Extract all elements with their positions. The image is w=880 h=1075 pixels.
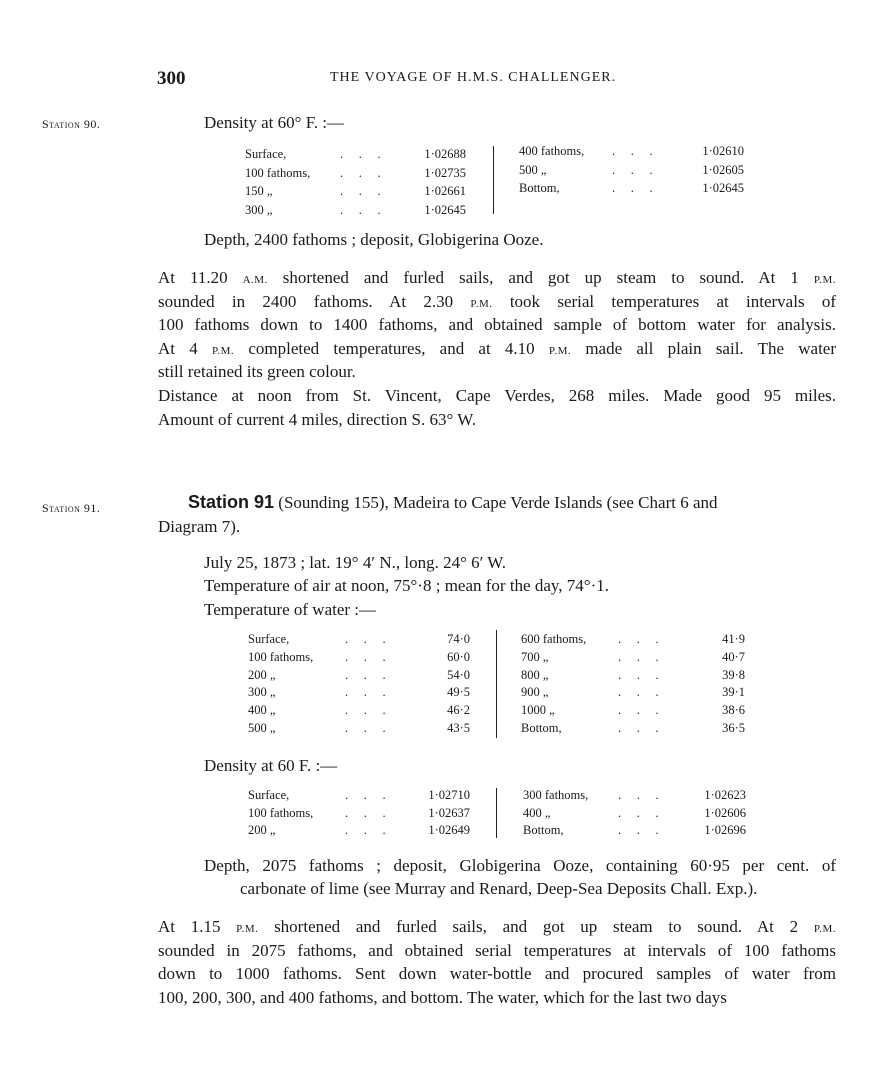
row-value: 74·0 (447, 632, 470, 646)
row-value: 1·02623 (704, 788, 746, 802)
row-label: 200 „ (248, 823, 276, 837)
row-value: 1·02645 (424, 202, 466, 217)
station-heading-rest: (Sounding 155), Madeira to Cape Verde Islands (see Chart 6 and (278, 493, 718, 512)
leader-dots: . . . (345, 823, 386, 837)
leader-dots: . . . (340, 184, 381, 198)
table-row (245, 166, 466, 184)
table-row (521, 685, 745, 703)
paragraph-line: At 11.20 A.M. shortened and furled sails, and got up steam to sound. At 1 P.M. (158, 268, 836, 287)
density-title-91: Density at 60 F. :— (204, 756, 338, 775)
row-label: 400 „ (523, 805, 551, 820)
margin-label-station-91: Station 91. (42, 501, 101, 515)
leader-dots: . . . (345, 805, 386, 820)
date-line: July 25, 1873 ; lat. 19° 4′ N., long. 24° 6′ W. (204, 553, 507, 572)
row-value: 1·02637 (428, 805, 470, 820)
paragraph-line: 100 fathoms down to 1400 fathoms, and obtained sample of bottom water for analysis. (158, 315, 836, 334)
table-row (248, 788, 470, 806)
row-label: Bottom, (519, 181, 560, 195)
paragraph-line: Distance at noon from St. Vincent, Cape Verdes, 268 miles. Made good 95 miles. (158, 386, 836, 405)
station-91-heading (188, 492, 836, 513)
row-label: 100 fathoms, (248, 805, 314, 820)
row-label: 400 „ (248, 703, 276, 718)
paragraph-line: At 4 P.M. completed temperatures, and at 4.10 P.M. made all plain sail. The water (158, 338, 836, 358)
depth-line-91-cont: carbonate of lime (see Murray and Renard, Deep-Sea Deposits Chall. Exp.). (240, 879, 758, 898)
table-row (521, 650, 745, 668)
paragraph-90-1 (158, 266, 836, 384)
leader-dots: . . . (340, 147, 381, 161)
leader-dots: . . . (618, 703, 659, 718)
row-value: 38·6 (722, 703, 745, 718)
table-row (248, 806, 470, 824)
paragraph-line: Amount of current 4 miles, direction S. 63° W. (158, 409, 476, 429)
paragraph-line: sounded in 2400 fathoms. At 2.30 P.M. took serial temperatures at intervals of (158, 291, 837, 311)
row-label: 500 „ (519, 162, 547, 177)
row-label: 800 „ (521, 667, 549, 682)
row-label: Surface, (248, 788, 290, 802)
paragraph-line: 100, 200, 300, and 400 fathoms, and bottom. The water, which for the last two days (158, 987, 727, 1007)
running-title: THE VOYAGE OF H.M.S. CHALLENGER. (330, 70, 617, 85)
margin-label-station-90: Station 90. (42, 117, 101, 131)
table-row (523, 788, 746, 806)
leader-dots: . . . (618, 721, 659, 735)
leader-dots: . . . (618, 685, 659, 700)
row-value: 40·7 (722, 649, 745, 664)
paragraph-line: still retained its green colour. (158, 362, 356, 381)
table-row (523, 806, 746, 824)
paragraph-90-2 (158, 384, 836, 431)
row-label: 300 „ (245, 202, 273, 217)
row-value: 1·02661 (424, 184, 466, 198)
table-row (519, 144, 744, 162)
row-label: 1000 „ (521, 703, 555, 718)
table-divider (496, 630, 497, 738)
table-row (521, 668, 745, 686)
row-label: Surface, (248, 632, 290, 646)
row-value: 1·02710 (428, 788, 470, 802)
leader-dots: . . . (345, 788, 386, 802)
leader-dots: . . . (612, 144, 653, 158)
row-value: 49·5 (447, 685, 470, 700)
leader-dots: . . . (345, 649, 386, 664)
table-row (248, 650, 470, 668)
air-temp-line: Temperature of air at noon, 75°·8 ; mean for the day, 74°·1. (204, 576, 609, 595)
leader-dots: . . . (618, 649, 659, 664)
table-row (248, 632, 470, 650)
leader-dots: . . . (345, 703, 386, 718)
row-label: 200 „ (248, 667, 276, 682)
row-value: 1·02645 (702, 181, 744, 195)
row-label: 150 „ (245, 184, 273, 198)
table-row (245, 147, 466, 165)
table-row (245, 203, 466, 221)
row-value: 1·02610 (702, 144, 744, 158)
table-row (519, 163, 744, 181)
leader-dots: . . . (618, 788, 659, 802)
row-label: 600 fathoms, (521, 632, 587, 646)
leader-dots: . . . (612, 181, 653, 195)
depth-line-90: Depth, 2400 fathoms ; deposit, Globigerina Ooze. (204, 230, 544, 249)
table-row (523, 823, 746, 841)
leader-dots: . . . (340, 165, 381, 180)
table-row (521, 703, 745, 721)
row-value: 1·02606 (704, 805, 746, 820)
row-value: 1·02688 (424, 147, 466, 161)
row-label: 500 „ (248, 721, 276, 735)
row-label: 400 fathoms, (519, 144, 585, 158)
leader-dots: . . . (345, 667, 386, 682)
row-label: 700 „ (521, 649, 549, 664)
water-temp-title: Temperature of water :— (204, 600, 377, 619)
table-row (248, 685, 470, 703)
station-heading-bold: Station 91 (188, 492, 275, 512)
table-row (248, 668, 470, 686)
density-title-90: Density at 60° F. :— (204, 113, 345, 132)
row-value: 1·02649 (428, 823, 470, 837)
row-value: 1·02735 (424, 165, 466, 180)
row-value: 60·0 (447, 649, 470, 664)
row-value: 39·1 (722, 685, 745, 700)
table-row (519, 181, 744, 199)
row-label: Surface, (245, 147, 287, 161)
row-label: 300 „ (248, 685, 276, 700)
row-label: Bottom, (523, 823, 564, 837)
leader-dots: . . . (345, 632, 386, 646)
row-value: 43·5 (447, 721, 470, 735)
row-value: 41·9 (722, 632, 745, 646)
paragraph-91 (158, 915, 836, 1009)
row-value: 46·2 (447, 703, 470, 718)
page-number: 300 (157, 68, 186, 89)
table-row (521, 632, 745, 650)
row-value: 54·0 (447, 667, 470, 682)
row-label: 900 „ (521, 685, 549, 700)
table-row (245, 184, 466, 202)
leader-dots: . . . (618, 667, 659, 682)
table-row (248, 721, 470, 739)
leader-dots: . . . (618, 632, 659, 646)
row-value: 39·8 (722, 667, 745, 682)
table-row (248, 703, 470, 721)
table-divider (496, 788, 497, 838)
row-value: 36·5 (722, 721, 745, 735)
paragraph-line: down to 1000 fathoms. Sent down water-bottle and procured samples of water from (158, 964, 836, 983)
table-row (521, 721, 745, 739)
leader-dots: . . . (345, 685, 386, 700)
row-label: 300 fathoms, (523, 788, 589, 802)
row-value: 1·02605 (702, 162, 744, 177)
row-label: Bottom, (521, 721, 562, 735)
paragraph-line: At 1.15 P.M. shortened and furled sails, and got up steam to sound. At 2 P.M. (158, 917, 837, 936)
station-91-heading-line2: Diagram 7). (158, 517, 241, 536)
leader-dots: . . . (345, 721, 386, 735)
row-label: 100 fathoms, (245, 165, 311, 180)
leader-dots: . . . (618, 823, 659, 837)
leader-dots: . . . (612, 162, 653, 177)
row-label: 100 fathoms, (248, 649, 314, 664)
leader-dots: . . . (618, 805, 659, 820)
depth-line-91: Depth, 2075 fathoms ; deposit, Globigerina Ooze, containing 60·95 per cent. of (204, 856, 836, 875)
leader-dots: . . . (340, 202, 381, 217)
paragraph-line: sounded in 2075 fathoms, and obtained serial temperatures at intervals of 100 fathoms (158, 940, 836, 960)
table-row (248, 823, 470, 841)
row-value: 1·02696 (704, 823, 746, 837)
table-divider (493, 146, 494, 214)
